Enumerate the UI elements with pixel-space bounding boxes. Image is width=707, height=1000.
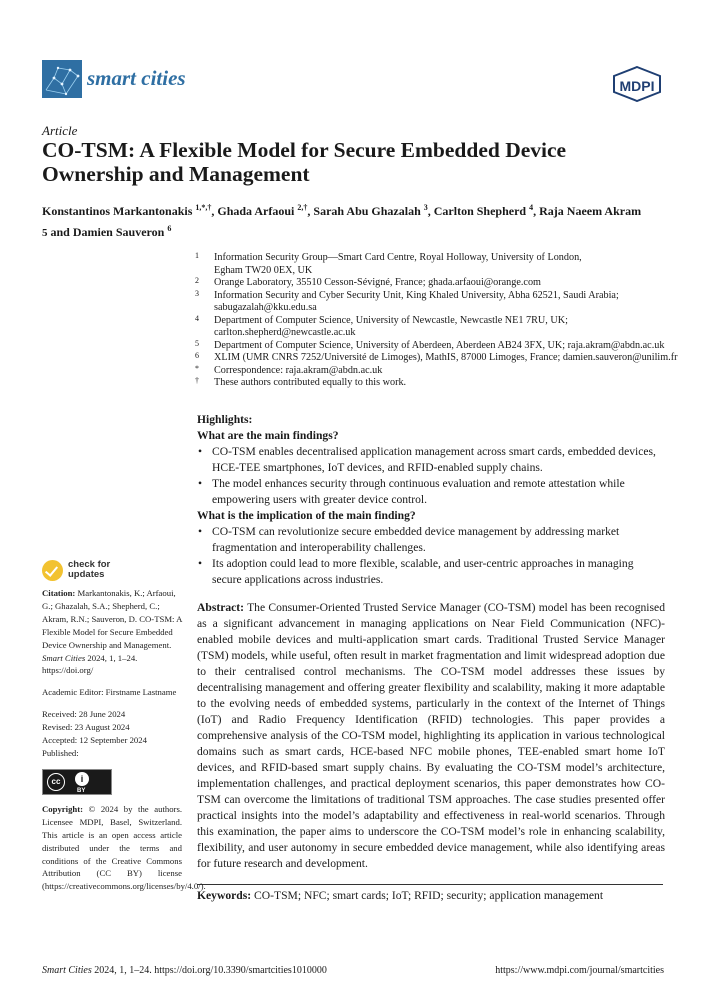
sidebar (42, 587, 206, 902)
author[interactable]: 5 (42, 227, 48, 239)
author[interactable]: Konstantinos Markantonakis $^{1,*,\dagger}$ (42, 203, 212, 218)
correspondence: * Correspondence: raja.akram@abdn.ac.uk (195, 363, 383, 376)
journal-name: smart cities (87, 66, 186, 90)
checkmark-icon (42, 560, 63, 581)
author[interactable]: Damien Sauveron $^6$ (72, 224, 172, 239)
abstract-label: Abstract: (197, 601, 245, 614)
affiliation: 1 Information Security Group—Smart Card Centre, Royal Holloway, University of London, Egham TW20 0EX, UK (195, 251, 582, 276)
highlight-bullet: • CO-TSM enables decentralised application management across smart cards, embedded devices, HCE-TEE smartphones, IoT devices, and RFID-enabled supply chains. (197, 444, 665, 476)
publisher-name: MDPI (619, 78, 655, 94)
article-title: CO-TSM: A Flexible Model for Secure Embedded Device Ownership and Management (42, 138, 567, 186)
author-list: Konstantinos Markantonakis $^{1,*,\dagger}$, Ghada Arfaoui $^{2,\dagger}$, Sarah Abu Ghazalah $^3$, Carlton Shepherd $^4$, Raja Naeem Akram 5 and Damien Sauveron $^6$ (42, 203, 642, 239)
citation: Citation: Markantonakis, K.; Arfaoui, G.; Ghazalah, S.A.; Shepherd, C.; Akram, R.N.; Sauveron, D. CO-TSM: A Flexible Model for Secure Embedded Device Ownership and Management. Smart Cities 2024, 1, 1–24. https://doi.org/ (42, 588, 182, 676)
highlights-heading: Highlights: (197, 413, 253, 426)
check-for-updates-button[interactable]: check for updates (42, 560, 162, 582)
keywords-label: Keywords: (197, 889, 252, 902)
affiliations (195, 251, 678, 390)
abstract (197, 600, 665, 872)
divider (197, 884, 663, 885)
affiliation: 6 XLIM (UMR CNRS 7252/Université de Limoges), MathIS, 87000 Limoges, France; damien.sauveron@unilim.fr (195, 351, 678, 363)
main-column (197, 412, 665, 904)
affiliation: 3 Information Security and Cyber Security Unit, King Khaled University, Abha 62521, Saudi Arabia; sabugazalah@kku.edu.sa (195, 288, 619, 313)
footer-journal-url[interactable]: https://www.mdpi.com/journal/smartcities (495, 965, 664, 976)
highlights-question: What is the implication of the main finding? (197, 509, 416, 522)
keywords (197, 888, 665, 904)
academic-editor: Academic Editor: Firstname Lastname (42, 687, 177, 698)
publication-dates: Received: 28 June 2024 Revised: 23 August 2024 Accepted: 12 September 2024 Published: (42, 709, 147, 758)
affiliation: 5 Department of Computer Science, University of Aberdeen, Aberdeen AB24 3FX, UK; raja.akram@abdn.ac.uk (195, 338, 665, 351)
footer-citation: Smart Cities 2024, 1, 1–24. https://doi.org/10.3390/smartcities1010000 (42, 965, 327, 976)
keywords-text: CO-TSM; NFC; smart cards; IoT; RFID; security; application management (254, 889, 604, 902)
equal-contribution-note: † These authors contributed equally to this work. (195, 376, 407, 388)
author[interactable]: Carlton Shepherd $^4$ (433, 203, 534, 218)
author[interactable]: Sarah Abu Ghazalah $^3$ (313, 203, 428, 218)
journal-logo (42, 58, 187, 100)
attribution-person-icon: i (75, 772, 89, 786)
highlight-bullet: • The model enhances security through continuous evaluation and remote attestation while empowering users with greater device control. (197, 476, 665, 508)
journal-emblem-icon (42, 60, 82, 98)
creative-commons-icon: cc (47, 773, 65, 791)
affiliation: 4 Department of Computer Science, University of Newcastle, Newcastle NE1 7RU, UK; carlton.shepherd@newcastle.ac.uk (195, 313, 568, 338)
publisher-logo (612, 66, 662, 102)
highlights-question: What are the main findings? (197, 429, 339, 442)
highlight-bullet: • Its adoption could lead to more flexible, scalable, and user-centric approaches in managing secure applications across industries. (197, 556, 665, 588)
affiliation: 2 Orange Laboratory, 35510 Cesson-Sévigné, France; ghada.arfaoui@orange.com (195, 276, 541, 288)
author[interactable]: Ghada Arfaoui $^{2,\dagger}$ (217, 203, 308, 218)
article-type: Article (42, 123, 78, 138)
author[interactable]: Raja Naeem Akram (539, 204, 642, 218)
highlight-bullet: • CO-TSM can revolutionize secure embedded device management by addressing market fragmentation and interoperability challenges. (197, 524, 665, 556)
abstract-text: The Consumer-Oriented Trusted Service Manager (CO-TSM) model has been recognised as a significant advancement in managing applications on Near Field Communication (NFC)-enabled mobile devices and multi-application smart cards. Traditional Trusted Service Manager (TSM) models, while useful, often result in market fragmentation and limit widespread adoption due to their centralised control mechanisms. The CO-TSM model addresses these issues by decentralising management and offering greater flexibility and scalability, making it more adaptable to the evolving needs of embedded systems, particularly in the context of the Internet of Things (IoT) and Radio Frequency Identification (RFID) technologies. This paper provides a comprehensive analysis of the CO-TSM model, highlighting its application in various technological domains such as smart cards, HCE-based NFC mobile phones, TEE-enabled smart home IoT devices, and RFID-based smart supply chains. By evaluating the CO-TSM model’s architecture, implementation challenges, and practical deployment scenarios, this paper demonstrates how CO-TSM can overcome the limitations of traditional TSM approaches. The case studies presented offer practical insights into the model’s adaptability and effectiveness in real-world scenarios. Through this examination, the paper aims to underscore the CO-TSM model’s role in enhancing scalability, flexibility, and user autonomy in secure embedded device management, while also identifying areas for future research and development. (197, 601, 665, 870)
cc-by-license-badge[interactable]: cc i BY (42, 769, 112, 795)
copyright-notice: Copyright: © 2024 by the authors. Licensee MDPI, Basel, Switzerland. This article is an open access article distributed under the terms and conditions of the Creative Commons Attribution (CC BY) license (https://creativecommons.org/licenses/by/4.0/). (42, 803, 206, 892)
